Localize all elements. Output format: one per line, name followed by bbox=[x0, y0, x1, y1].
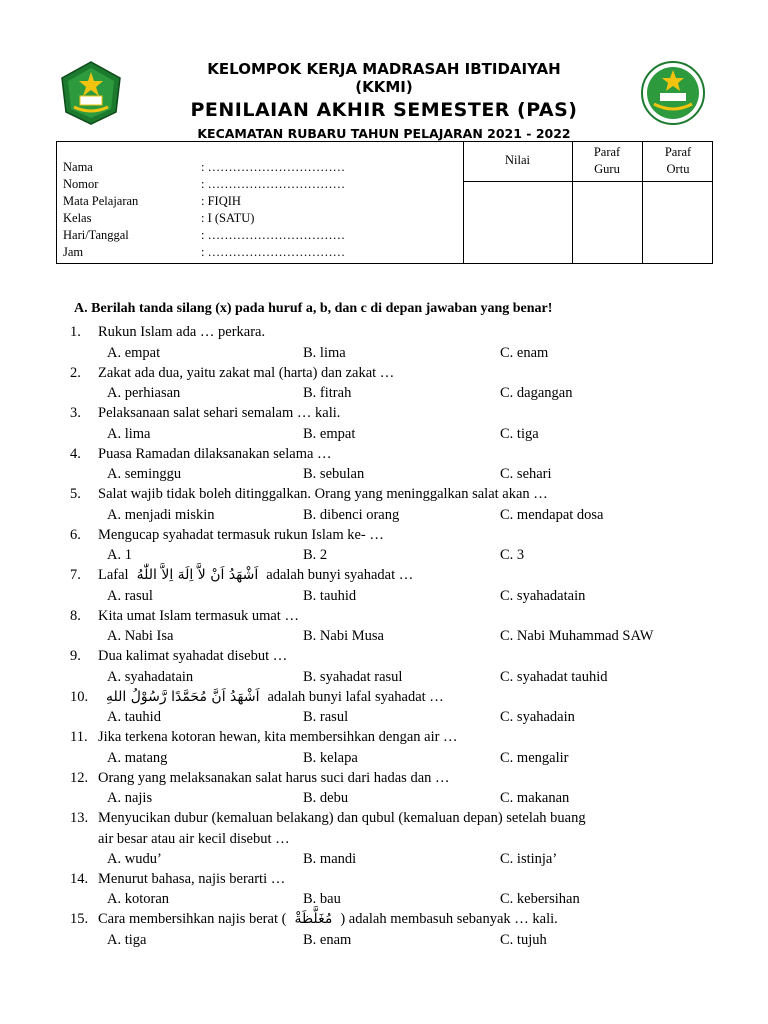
header-kkmi-abbrev: (KKMI) bbox=[355, 78, 413, 96]
question-7 bbox=[70, 567, 413, 584]
identity-value[interactable]: : …………………………… bbox=[201, 245, 346, 259]
option-b[interactable]: B. kelapa bbox=[303, 750, 358, 766]
identity-label: Kelas bbox=[63, 211, 92, 225]
question-text: Rukun Islam ada … perkara. bbox=[98, 324, 266, 340]
option-c[interactable]: C. syahadatain bbox=[500, 588, 586, 604]
question-2 bbox=[70, 365, 394, 382]
option-b[interactable]: B. empat bbox=[303, 426, 356, 442]
question-text: Menurut bahasa, najis berarti … bbox=[98, 871, 286, 887]
question-text: Cara membersihkan najis berat ( bbox=[98, 911, 287, 927]
question-number: 15. bbox=[70, 911, 89, 927]
question-text: Pelaksanaan salat sehari semalam … kali. bbox=[98, 405, 341, 421]
option-a[interactable]: A. tauhid bbox=[107, 709, 161, 725]
option-b[interactable]: B. enam bbox=[303, 932, 352, 948]
identity-value[interactable]: : …………………………… bbox=[201, 228, 346, 242]
option-b[interactable]: B. debu bbox=[303, 790, 349, 806]
question-10 bbox=[70, 689, 444, 706]
question-text: Zakat ada dua, yaitu zakat mal (harta) dan zakat … bbox=[98, 365, 395, 381]
option-c[interactable]: C. syahadain bbox=[500, 709, 575, 725]
option-b[interactable]: B. sebulan bbox=[303, 466, 365, 482]
question-4 bbox=[70, 446, 332, 463]
question-13-continued bbox=[70, 831, 290, 848]
question-1 bbox=[70, 324, 265, 341]
option-c[interactable]: C. dagangan bbox=[500, 385, 573, 401]
option-c[interactable]: C. istinja’ bbox=[500, 851, 558, 867]
col-paraf-ortu: Paraf Ortu bbox=[664, 145, 692, 176]
question-number: 1. bbox=[70, 324, 81, 340]
option-a[interactable]: A. wudu’ bbox=[107, 851, 162, 867]
question-15 bbox=[70, 911, 558, 928]
option-c[interactable]: C. 3 bbox=[500, 547, 525, 563]
identity-value[interactable]: : …………………………… bbox=[201, 177, 346, 191]
option-b[interactable]: B. bau bbox=[303, 891, 341, 907]
question-number: 9. bbox=[70, 648, 81, 664]
section-a-instruction: A. Berilah tanda silang (x) pada huruf a, b, dan c di depan jawaban yang benar! bbox=[74, 301, 553, 316]
question-number: 4. bbox=[70, 446, 81, 462]
question-text: adalah bunyi syahadat … bbox=[266, 567, 414, 583]
col-paraf-guru: Paraf Guru bbox=[593, 145, 621, 176]
arabic-text: اَشْهَدُ اَنَّ مُحَمَّدًا رَّسُوْلُ اللهِ bbox=[106, 689, 260, 705]
question-text: Kita umat Islam termasuk umat … bbox=[98, 608, 299, 624]
identity-label: Hari/Tanggal bbox=[63, 228, 129, 242]
option-c[interactable]: C. tiga bbox=[500, 426, 539, 442]
option-c[interactable]: C. tujuh bbox=[500, 932, 547, 948]
option-c[interactable]: C. mendapat dosa bbox=[500, 507, 604, 523]
question-text: adalah bunyi lafal syahadat … bbox=[267, 689, 444, 705]
question-text: Dua kalimat syahadat disebut … bbox=[98, 648, 288, 664]
table-divider bbox=[463, 181, 712, 182]
option-a[interactable]: A. perhiasan bbox=[107, 385, 181, 401]
identity-value: : FIQIH bbox=[201, 194, 241, 208]
question-text: Puasa Ramadan dilaksanakan selama … bbox=[98, 446, 332, 462]
question-number: 6. bbox=[70, 527, 81, 543]
option-c[interactable]: C. kebersihan bbox=[500, 891, 580, 907]
question-5 bbox=[70, 486, 548, 503]
option-a[interactable]: A. syahadatain bbox=[107, 669, 194, 685]
question-text: Orang yang melaksanakan salat harus suci dari hadas dan … bbox=[98, 770, 450, 786]
option-c[interactable]: C. mengalir bbox=[500, 750, 569, 766]
option-a[interactable]: A. Nabi Isa bbox=[107, 628, 174, 644]
question-number: 2. bbox=[70, 365, 81, 381]
header-kkmi-title: KELOMPOK KERJA MADRASAH IBTIDAIYAH bbox=[207, 60, 561, 78]
option-c[interactable]: C. syahadat tauhid bbox=[500, 669, 608, 685]
question-11 bbox=[70, 729, 458, 746]
identity-label: Nomor bbox=[63, 177, 99, 191]
question-text: Menyucikan dubur (kemaluan belakang) dan qubul (kemaluan depan) setelah buang bbox=[98, 810, 586, 826]
option-a[interactable]: A. kotoran bbox=[107, 891, 170, 907]
col-nilai: Nilai bbox=[505, 153, 530, 167]
option-c[interactable]: C. enam bbox=[500, 345, 549, 361]
question-9 bbox=[70, 648, 287, 665]
question-number: 5. bbox=[70, 486, 81, 502]
arabic-text: مُغَلَّظَةْ bbox=[294, 911, 333, 927]
option-b[interactable]: B. tauhid bbox=[303, 588, 357, 604]
question-13 bbox=[70, 810, 586, 827]
question-number: 3. bbox=[70, 405, 81, 421]
option-a[interactable]: A. empat bbox=[107, 345, 161, 361]
option-a[interactable]: A. seminggu bbox=[107, 466, 182, 482]
option-b[interactable]: B. mandi bbox=[303, 851, 357, 867]
option-c[interactable]: C. sehari bbox=[500, 466, 552, 482]
question-text: Jika terkena kotoran hewan, kita membersihkan dengan air … bbox=[98, 729, 458, 745]
header-exam-title: PENILAIAN AKHIR SEMESTER (PAS) bbox=[190, 99, 578, 121]
arabic-text: اَشْهَدُ اَنْ لاَّ اِلَهَ اِلاَّ اللّٰهُ bbox=[136, 567, 259, 583]
question-text: ) adalah membasuh sebanyak … kali. bbox=[340, 911, 558, 927]
question-text: Lafal bbox=[98, 567, 129, 583]
option-a[interactable]: A. matang bbox=[107, 750, 168, 766]
option-c[interactable]: C. Nabi Muhammad SAW bbox=[500, 628, 654, 644]
option-b[interactable]: B. lima bbox=[303, 345, 346, 361]
question-number: 8. bbox=[70, 608, 81, 624]
question-number: 7. bbox=[70, 567, 81, 583]
option-b[interactable]: B. syahadat rasul bbox=[303, 669, 403, 685]
question-14 bbox=[70, 871, 285, 888]
question-number: 12. bbox=[70, 770, 89, 786]
question-number: 14. bbox=[70, 871, 89, 887]
option-c[interactable]: C. makanan bbox=[500, 790, 570, 806]
option-b[interactable]: B. 2 bbox=[303, 547, 328, 563]
question-8 bbox=[70, 608, 299, 625]
option-a[interactable]: A. rasul bbox=[107, 588, 153, 604]
option-a[interactable]: A. menjadi miskin bbox=[107, 507, 215, 523]
option-a[interactable]: A. 1 bbox=[107, 547, 132, 563]
question-number: 13. bbox=[70, 810, 89, 826]
question-text: Salat wajib tidak boleh ditinggalkan. Orang yang meninggalkan salat akan … bbox=[98, 486, 548, 502]
header-district-year: KECAMATAN RUBARU TAHUN PELAJARAN 2021 - 2022 bbox=[197, 126, 571, 141]
question-text: Mengucap syahadat termasuk rukun Islam ke- … bbox=[98, 527, 384, 543]
identity-label: Mata Pelajaran bbox=[63, 194, 139, 208]
option-b[interactable]: B. dibenci orang bbox=[303, 507, 400, 523]
question-12 bbox=[70, 770, 450, 787]
option-b[interactable]: B. fitrah bbox=[303, 385, 352, 401]
identity-label: Nama bbox=[63, 160, 93, 174]
option-b[interactable]: B. rasul bbox=[303, 709, 349, 725]
question-number: 11. bbox=[70, 729, 88, 745]
identity-label: Jam bbox=[63, 245, 84, 259]
question-3 bbox=[70, 405, 340, 422]
question-6 bbox=[70, 527, 384, 544]
identity-value: : I (SATU) bbox=[201, 211, 255, 225]
question-text: air besar atau air kecil disebut … bbox=[98, 831, 290, 847]
option-a[interactable]: A. tiga bbox=[107, 932, 147, 948]
option-b[interactable]: B. Nabi Musa bbox=[303, 628, 384, 644]
identity-value[interactable]: : …………………………… bbox=[201, 160, 346, 174]
question-number: 10. bbox=[70, 689, 89, 705]
student-identity-table bbox=[56, 141, 713, 264]
option-a[interactable]: A. najis bbox=[107, 790, 153, 806]
option-a[interactable]: A. lima bbox=[107, 426, 151, 442]
